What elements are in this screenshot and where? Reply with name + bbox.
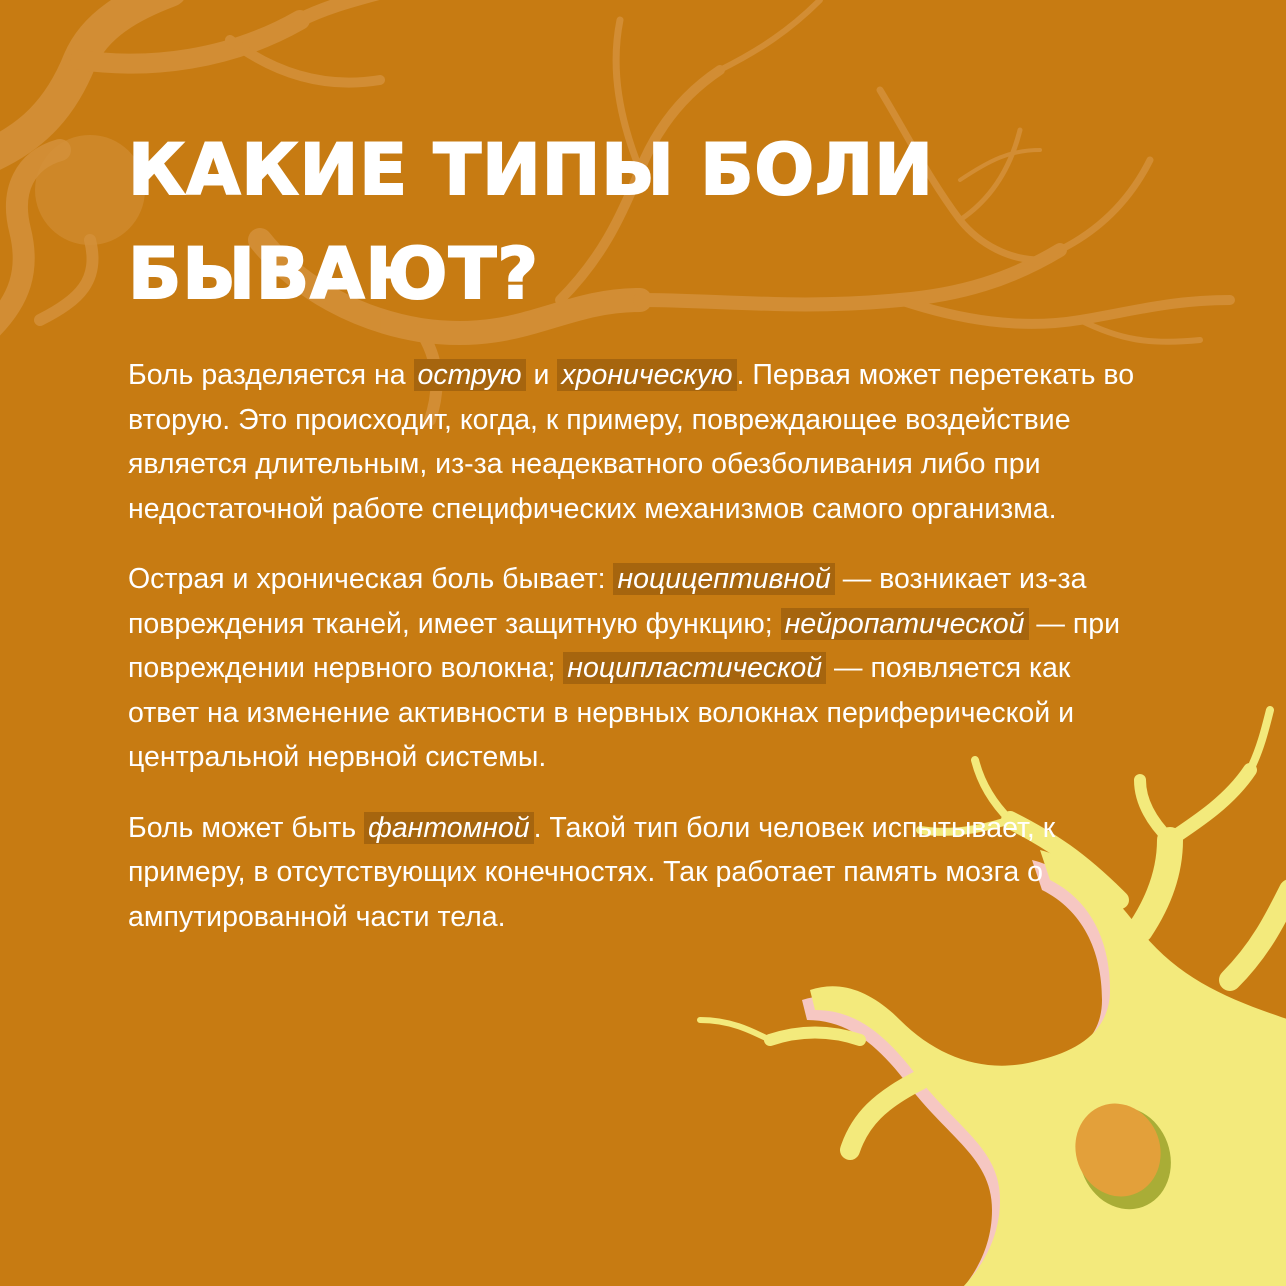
title-line-1: КАКИЕ ТИПЫ БОЛИ xyxy=(128,129,934,211)
highlight-term: хроническую xyxy=(557,359,736,391)
page-title xyxy=(128,118,1128,326)
title-line-2: БЫВАЮТ? xyxy=(128,233,539,315)
paragraph-pain-types: Острая и хроническая боль бывает: ноцицептивной — возникает из-за повреждения тканей, имеет защитную функцию; нейропатической — при повреждении нервного волокна; ноципластической — появляется как ответ на изменение активности в нервных волокнах периферической и центральной нервной системы. xyxy=(128,563,1121,773)
body-text xyxy=(128,353,1138,965)
paragraph-pain-acute-chronic: Боль разделяется на острую и хроническую . Первая может перетекать во вторую. Это происходит, когда, к примеру, повреждающее воздействие является длительным, из-за неадекватного обезболивания либо при недостаточной работе специфических механизмов самого организма. xyxy=(128,359,1135,525)
highlight-term: нейропатической xyxy=(781,608,1029,640)
paragraph-phantom-pain: Боль может быть фантомной . Такой тип боли человек испытывает, к примеру, в отсутствующих конечностях. Так работает память мозга о ампутированной части тела. xyxy=(128,811,1056,933)
highlight-term: фантомной xyxy=(364,812,534,844)
highlight-term: ноцицептивной xyxy=(613,563,834,595)
highlight-term: ноципластической xyxy=(563,652,826,684)
highlight-term: острую xyxy=(414,359,526,391)
